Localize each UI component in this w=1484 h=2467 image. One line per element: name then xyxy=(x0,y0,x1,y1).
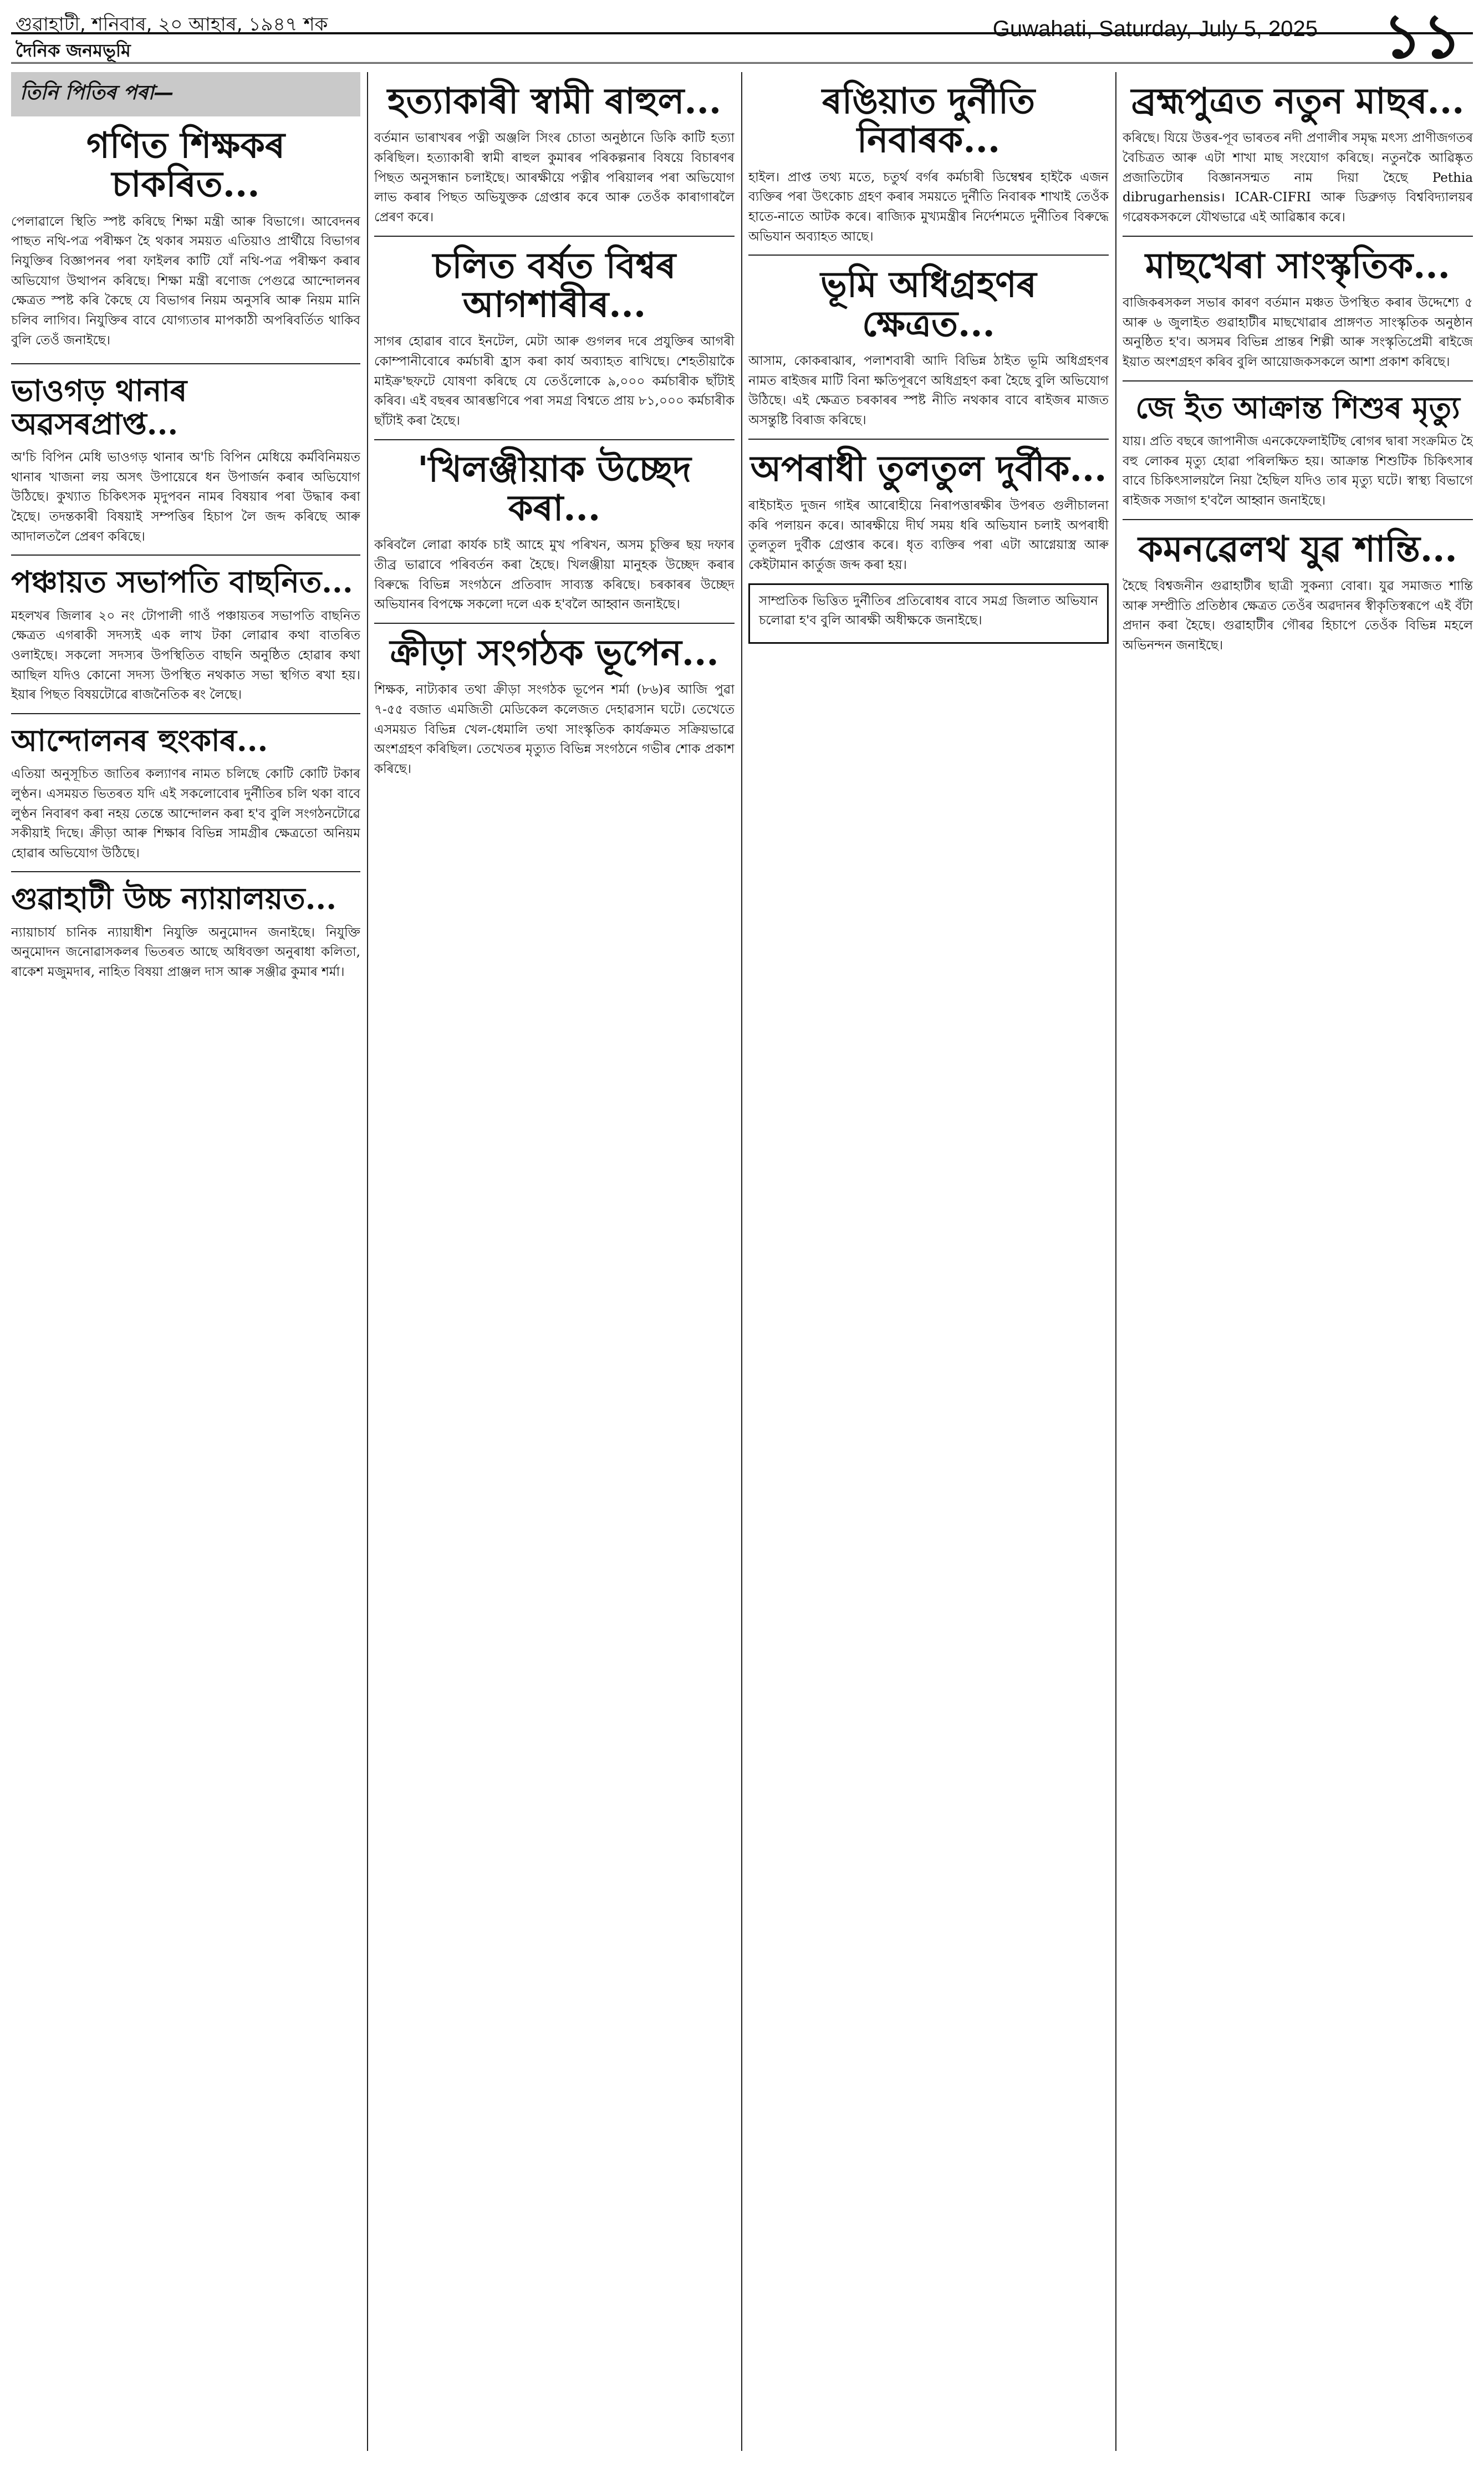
article-body: শিক্ষক, নাট্যকাৰ তথা ক্ৰীড়া সংগঠক ভূপেন শৰ্মা (৮৬)ৰ আজি পুৱা ৭-৫৫ বজাত এমজিতী মেডিকেল কলেজত দেহাৱসান ঘটে। তেখেতে এসময়ত বিভিন্ন খেল-ধেমালি তথা সাংস্কৃতিক কাৰ্যক্ৰমত সক্ৰিয়ভাৱে অংশগ্ৰহণ কৰিছিল। তেখেতৰ মৃত্যুত বিভিন্ন সংগঠনে গভীৰ শোক প্ৰকাশ কৰিছে। xyxy=(374,683,735,776)
article-body: যায়। প্ৰতি বছৰে জাপানীজ এনকেফেলাইটিছ ৰোগৰ দ্বাৰা সংক্ৰমিত হৈ বহু লোকৰ মৃত্যু হোৱা পৰিলক্ষিত হয়। আক্ৰান্ত শিশুটিক চিকিৎসাৰ বাবে চিকিৎসালয়লৈ নিয়া হৈছিল যদিও তাৰ মৃত্যু ঘটে। স্বাস্থ্য বিভাগে ৰাইজক সজাগ হ'বলৈ আহ্বান জনাইছে। xyxy=(1123,434,1473,508)
article-body: বৰ্তমান ভাৰাখৰৰ পত্নী অঞ্জলি সিংৰ চোতা অনুষ্ঠানে ডিকি কাটি হত্যা কৰিছিল। হত্যাকাৰী স্বামী ৰাহুল কুমাৰৰ পৰিকল্পনাৰ বিষয়ে বিচাৰণৰ পিছত অনুসন্ধান চলাইছে। আৰক্ষীয়ে পত্নীৰ পৰিয়ালৰ পৰা অভিযোগ লাভ কৰাৰ পিছত অভিযুক্তক গ্ৰেপ্তাৰ কৰে আৰু তেওঁক কাৰাগাৰলৈ প্ৰেৰণ কৰে। xyxy=(374,131,735,225)
paper-name: দৈনিক জনমভূমি xyxy=(16,40,131,61)
article-body: হৈছে বিশ্বজনীন গুৱাহাটীৰ ছাত্ৰী সুকন্যা বোৰা। যুৱ সমাজত শান্তি আৰু সম্প্ৰীতি প্ৰতিষ্ঠাৰ ক্ষেত্ৰত তেওঁৰ অৱদানৰ স্বীকৃতিস্বৰূপে এই বঁটা প্ৰদান কৰা হৈছে। গুৱাহাটীৰ গৌৰৱ হিচাপে তেওঁক বিভিন্ন মহলে অভিনন্দন জনাইছে। xyxy=(1123,578,1473,653)
article-divider xyxy=(374,439,735,440)
article-divider xyxy=(374,236,735,237)
article-body: ন্যায়াচাৰ্য চানিক ন্যায়াধীশ নিযুক্তি অনুমোদন জনাইছে। নিযুক্তি অনুমোদন জনোৱাসকলৰ ভিতৰত আছে অধিবক্তা অনুৰাধা কলিতা, ৰাকেশ মজুমদাৰ, নাহিত বিষয়া প্ৰাঞ্জল দাস আৰু সঞ্জীৱ কুমাৰ শৰ্মা। xyxy=(11,925,360,980)
continued-label: তিনি পিতিৰ পৰা— xyxy=(11,72,360,116)
date-assamese: গুৱাহাটী, শনিবাৰ, ২০ আহাৰ, ১৯৪৭ শক xyxy=(16,13,328,35)
column-divider xyxy=(1115,72,1116,2451)
headline-land-acquisition: ভূমি অধিগ্ৰহণৰ ক্ষেত্ৰত... xyxy=(820,264,1037,345)
headline-math-teacher: গণিত শিক্ষকৰ চাকৰিত... xyxy=(86,125,285,206)
article-body: মহলখৰ জিলাৰ ২০ নং টোপালী গাওঁ পঞ্চায়তৰ সভাপতি বাছনিত ক্ষেত্ৰত এগৰাকী সদস্যই এক লাখ টকা লোৱাৰ কথা বাতৰিত ওলাইছে। সকলো সদস্যৰ উপস্থিতিত বাছনি অনুষ্ঠিত হোৱাৰ কথা আছিল যদিও কোনো সদস্য উপস্থিত নথকাত সভা স্থগিত ৰখা হয়। ইয়াৰ পিছত বিষয়টোৱে ৰাজনৈতিক ৰং লৈছে। xyxy=(11,608,360,703)
headline-agitation: আন্দোলনৰ হুংকাৰ... xyxy=(11,722,268,758)
article-body: পেলাৱালে স্থিতি স্পষ্ট কৰিছে শিক্ষা মন্ত্রী আৰু বিভাগে। আবেদনৰ পাছত নথি-পত্র পৰীক্ষণ হৈ থকাৰ সময়ত এতিয়াও প্রার্থীয়ে বিভাগৰ নিযুক্তিৰ বিজ্ঞাপনৰ পৰা ফাইলৰ কাটি যোঁ নথি-পত্র পৰীক্ষণ কৰাৰ অভিযোগ উত্থাপন কৰিছে। শিক্ষা মন্ত্রী ৰণোজ পেগুৱে আন্দোলনৰ ক্ষেত্রত স্পষ্ট কৰি কৈছে যে বিভাগৰ নিয়ম অনুসৰি আৰু নিয়ম মানি চলিব লাগিব। নিযুক্তিৰ বাবে যোগ্যতাৰ মাপকাঠী অপৰিবৰ্তিত থাকিব বুলি তেওঁ জনাইছে। xyxy=(11,214,360,348)
article-divider xyxy=(1123,519,1473,520)
masthead-rule xyxy=(11,62,1473,64)
page-number: ১১ xyxy=(1383,0,1462,72)
boxed-note-text: সাম্প্ৰতিক ভিত্তিত দুৰ্নীতিৰ প্ৰতিৰোধৰ বাবে সমগ্ৰ জিলাত অভিযান চলোৱা হ'ব বুলি আৰক্ষী অধীক্ষকে জনাইছে। xyxy=(759,593,1098,628)
boxed-note xyxy=(748,583,1109,644)
column-4 xyxy=(1123,72,1473,2451)
column-divider xyxy=(741,72,742,2451)
column-2 xyxy=(374,72,735,2451)
column-divider xyxy=(367,72,368,2451)
article-divider xyxy=(11,363,360,364)
article-divider xyxy=(11,713,360,714)
article-body: কৰিবলৈ লোৱা কাৰ্যক চাই আহে মুখ পৰিখন, অসম চুক্তিৰ ছয় দফাৰ তীব্ৰ ভাৱাবে পৰিবৰ্তন কৰা হৈছে। খিলঞ্জীয়া মানুহক উচ্ছেদ কৰাৰ বিৰুদ্ধে বিভিন্ন সংগঠনে প্ৰতিবাদ সাব্যস্ত কৰিছে। চৰকাৰৰ উচ্ছেদ অভিযানৰ বিপক্ষে সকলো দলে এক হ'বলৈ আহ্বান জনাইছে। xyxy=(374,538,735,612)
headline-new-fish: ব্ৰহ্মপুত্ৰত নতুন মাছৰ... xyxy=(1131,80,1465,122)
headline-murderer-husband: হত্যাকাৰী স্বামী ৰাহুল... xyxy=(387,80,722,122)
headline-cultural: মাছখেৰা সাংস্কৃতিক... xyxy=(1145,245,1450,287)
article-divider xyxy=(374,623,735,624)
article-body: হাইল। প্ৰাপ্ত তথ্য মতে, চতুৰ্থ বৰ্গৰ কৰ্মচাৰী ডিম্বেশ্বৰ হাইকৈ এজন ব্যক্তিৰ পৰা উৎকোচ গ্ৰহণ কৰাৰ সময়তে দুৰ্নীতি নিবাৰক শাখাই তেওঁক হাতে-নাতে আটক কৰে। ৰাজ্যিক মুখ্যমন্ত্ৰীৰ নিৰ্দেশমতে দুৰ্নীতিৰ বিৰুদ্ধে অভিযান অব্যাহত আছে। xyxy=(748,170,1109,244)
article-divider xyxy=(1123,236,1473,237)
headline-high-court: গুৱাহাটী উচ্চ ন্যায়ালয়ত... xyxy=(11,881,337,917)
article-body: কৰিছে। যিয়ে উত্তৰ-পূব ভাৰতৰ নদী প্ৰণালীৰ সমৃদ্ধ মৎস্য প্ৰাণীজগতৰ বৈচিত্ৰত আৰু এটা শাখা মাছ সংযোগ কৰিছে। নতুনকৈ আৱিষ্কৃত প্ৰজাতিটোৰ বিজ্ঞানসন্মত নাম দিয়া হৈছে Pethia dibrugarhensis। ICAR-CIFRI আৰু ডিব্ৰুগড় বিশ্ববিদ্যালয়ৰ গৱেষকসকলে যৌথভাৱে এই আৱিষ্কাৰ কৰে। xyxy=(1123,131,1473,225)
headline-commonwealth: কমনৱেলথ যুৱ শান্তি... xyxy=(1138,528,1457,570)
column-1 xyxy=(11,72,360,2451)
article-body: আসাম, কোকৰাঝাৰ, পলাশবাৰী আদি বিভিন্ন ঠাইত ভূমি অধিগ্ৰহণৰ নামত ৰাইজৰ মাটি বিনা ক্ষতিপূৰণে অধিগ্ৰহণ কৰা হৈছে বুলি অভিযোগ উঠিছে। এই ক্ষেত্ৰত চৰকাৰৰ স্পষ্ট নীতি নথকাৰ বাবে ৰাইজৰ মাজত অসন্তুষ্টি বিৰাজ কৰিছে। xyxy=(748,354,1109,428)
article-divider xyxy=(11,555,360,556)
article-body: ৰাইচাইত দুজন গাইৰ আৰোহীয়ে নিৰাপত্তাৰক্ষীৰ উপৰত গুলীচালনা কৰি পলায়ন কৰে। আৰক্ষীয়ে দীৰ্ঘ সময় ধৰি অভিযান চলাই অপৰাধী তুলতুল দুৰ্বীক গ্ৰেপ্তাৰ কৰে। ধৃত ব্যক্তিৰ পৰা এটা আগ্নেয়াস্ত্ৰ আৰু কেইটামান কাৰ্তুজ জব্দ কৰা হয়। xyxy=(748,499,1109,572)
date-english: Guwahati, Saturday, July 5, 2025 xyxy=(992,17,1318,41)
headline-panchayat: পঞ্চায়ত সভাপতি বাছনিত... xyxy=(11,564,353,600)
article-body: এতিয়া অনুসূচিত জাতিৰ কল্যাণৰ নামত চলিছে কোটি কোটি টকাৰ লুণ্ঠন। এসময়ত ভিতৰত যদি এই সকলোবোৰ দুৰ্নীতিৰ চলি থকা বাবে লুণ্ঠন নিবাৰণ কৰা নহয় তেন্তে আন্দোলন কৰা হ'ব বুলি সংগঠনটোৱে সকীয়াই দিছে। ক্ৰীড়া আৰু শিক্ষাৰ বিভিন্ন সামগ্ৰীৰ ক্ষেত্ৰতো অনিয়ম হোৱাৰ অভিযোগ উঠিছে। xyxy=(11,767,360,861)
headline-je-death: জে ইত আক্ৰান্ত শিশুৰ মৃত্যু xyxy=(1135,389,1460,425)
article-divider xyxy=(11,871,360,872)
column-3 xyxy=(748,72,1109,2451)
article-divider xyxy=(748,439,1109,440)
article-body: সাগৰ হোৱাৰ বাবে ইনটেল, মেটা আৰু গুগলৰ দৰে প্ৰযুক্তিৰ আগৰী কোম্পানীবোৰে কৰ্মচাৰী হ্ৰাস কৰা কাৰ্য অব্যাহত ৰাখিছে। শেহতীয়াকৈ মাইক্ৰ'ছফটে যোষণা কৰিছে যে তেওঁলোকে ৯,০০০ কৰ্মচাৰীক ছাঁটাই কৰিব। এই বছৰৰ আৰম্ভণিৰে পৰা সমগ্ৰ বিশ্বতে প্ৰায় ৮১,০০০ কৰ্মচাৰীক ছাঁটাই কৰা হৈছে। xyxy=(374,334,735,428)
headline-rangia-corruption: ৰঙিয়াত দুৰ্নীতি নিবাৰক... xyxy=(822,80,1036,161)
headline-tech-layoffs: চলিত বৰ্ষত বিশ্বৰ আগশাৰীৰ... xyxy=(432,245,676,325)
headline-criminal-arrest: অপৰাধী তুলতুল দুৰ্বীক... xyxy=(750,447,1107,490)
article-body: বাজিকৰসকল সভাৰ কাৰণ বৰ্তমান মঞ্চত উপস্থিত কৰাৰ উদ্দেশ্যে ৫ আৰু ৬ জুলাইত গুৱাহাটীৰ মাছখোৱাৰ প্ৰাঙ্গণত সাংস্কৃতিক অনুষ্ঠান অনুষ্ঠিত হ'ব। অসমৰ বিভিন্ন প্ৰান্তৰ শিল্পী আৰু সংস্কৃতিপ্ৰেমী ৰাইজে ইয়াত অংশগ্ৰহণ কৰিব বুলি আয়োজকসকলে আশা প্ৰকাশ কৰিছে। xyxy=(1123,295,1473,369)
headline-sports-organiser: ক্ৰীড়া সংগঠক ভূপেন... xyxy=(390,632,719,674)
article-divider xyxy=(1123,380,1473,382)
headline-bhaogarh: ভাওগড় থানাৰ অৱসৰপ্রাপ্ত... xyxy=(11,373,187,441)
article-body: অ'চি বিপিন মেধি ভাওগড় থানাৰ অ'চি বিপিন মেধিয়ে কৰ্মবিনিময়ত থানাৰ খাজনা লয় অসৎ উপায়েৰে ধন উপাৰ্জন কৰাৰ অভিযোগ উঠিছে। কুখ্যাত চিকিৎসক মৃদুপবন নামৰ বিষয়াৰ পৰা উদ্ধাৰ কৰা হৈছে। তদন্তকাৰী বিষয়াই সম্পত্তিৰ হিচাপ লৈ জব্দ কৰিছে আৰু আদালতলৈ প্ৰেৰণ কৰিছে। xyxy=(11,450,360,544)
article-divider xyxy=(748,255,1109,256)
headline-eviction: 'খিলঞ্জীয়াক উচ্ছেদ কৰা... xyxy=(417,448,691,529)
